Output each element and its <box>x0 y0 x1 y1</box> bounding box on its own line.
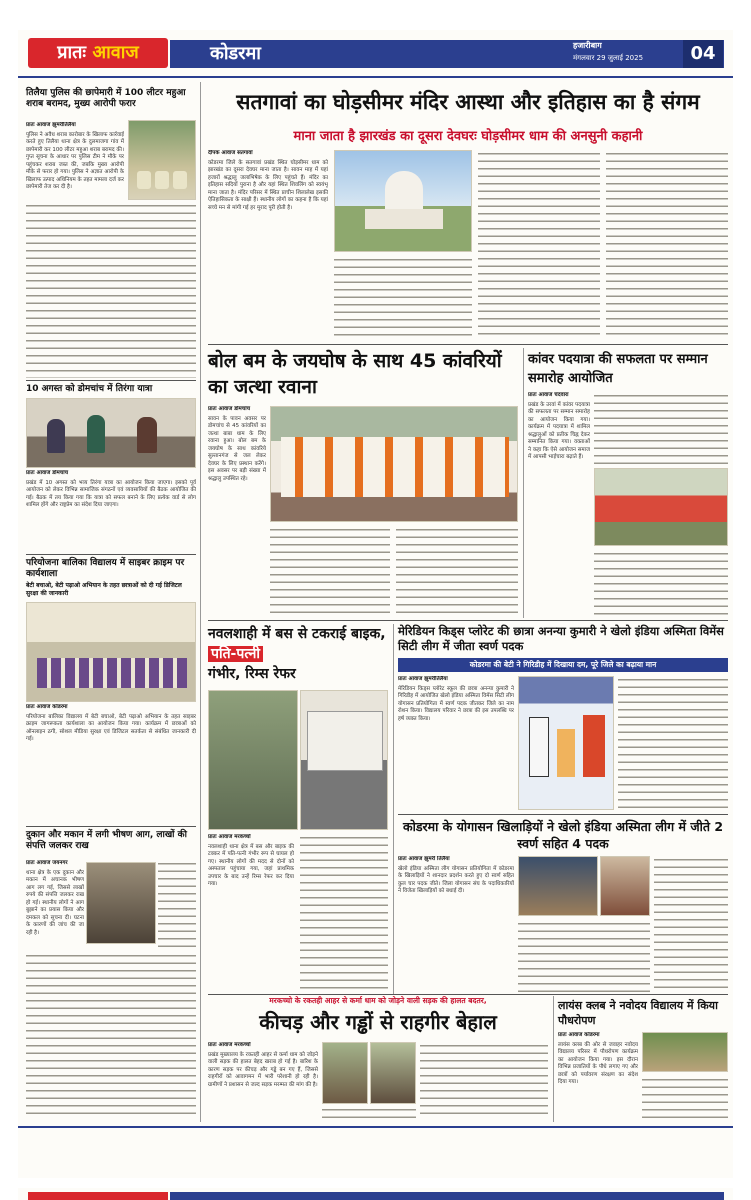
lions-body-2 <box>642 1076 728 1120</box>
bolbam-body-2 <box>270 526 390 616</box>
fire-photo <box>86 862 156 944</box>
header-rule <box>18 76 733 78</box>
road-body-2 <box>322 1106 416 1120</box>
story-rule <box>26 554 196 555</box>
bus-body: प्रातः आवाज मरकच्चो नवलशाही थाना क्षेत्र में बस और बाइक की टक्कर में पति-पत्नी गंभीर रूप से घायल हो गए। स्थानीय लोगों की मदद से दोनों को अस्पताल पहुंचाया गया, जहां प्राथमिक उपचार के बाद उन्हें रिम्स रेफर कर दिया गया। <box>208 834 294 887</box>
bolbam-photo <box>270 406 518 522</box>
bolbam-body: प्रातः आवाज डोमचांच सावन के पावन अवसर पर डोमचांच से 45 कांवरियों का जत्था बाबा धाम के लिए रवाना हुआ। बोल बम के जयघोष के साथ कांवरिये सुल्तानगंज से जल लेकर देवघर के लिए प्रस्थान करेंगे। इस अवसर पर बड़ी संख्या में श्रद्धालु उपस्थित रहे। <box>208 406 266 482</box>
kanwariya-group-shape <box>281 437 509 497</box>
cyber-photo <box>26 602 196 702</box>
ananya-headline: मेरिडियन किड्स प्लोरेट की छात्रा अनन्या कुमारी ने खेलो इंडिया अस्मिता विमेंस सिटी लीग में जीता स्वर्ण पदक <box>398 624 724 653</box>
bus-photo-1 <box>208 690 298 830</box>
road-headline: कीचड़ और गड्ढों से राहगीर बेहाल <box>259 1010 497 1034</box>
satgawan-body-4 <box>606 150 728 340</box>
next-page-logo-strip <box>28 1192 168 1200</box>
tilaiya-body-bottom <box>26 202 196 378</box>
jerrycan-shape <box>155 171 169 189</box>
bolbam-body-3 <box>396 526 518 616</box>
tilaiya-headline: तिलैया पुलिस की छापेमारी में 100 लीटर महुआ शराब बरामद, मुख्य आरोपी फरार <box>26 88 186 109</box>
cyber-headline: परियोजना बालिका विद्यालय में साइबर क्राइम पर कार्यशाला <box>26 558 185 579</box>
satgawan-body-2 <box>334 256 472 340</box>
story-rule <box>208 620 728 621</box>
bus-headline-highlight: पति-पत्नी <box>208 646 263 662</box>
kanwar-headline: कांवर पदयात्रा की सफलता पर सम्मान समारोह आयोजित <box>528 352 708 386</box>
fire-body: प्रातः आवाज जयनगर थाना क्षेत्र के एक दुकान और मकान में अचानक भीषण आग लग गई, जिससे लाखों रुपये की संपत्ति जलकर राख हो गई। स्थानीय लोगों ने आग बुझाने का प्रयास किया और दमकल को सूचना दी। घटना के कारणों की जांच की जा रही है। <box>26 860 84 936</box>
kanwar-body: प्रातः आवाज चंदवारा प्रखंड के उरवां में कांवर पदयात्रा की सफलता पर सम्मान समारोह का आयोजन किया गया। कार्यक्रम में पदयात्रा में शामिल श्रद्धालुओं को प्रतीक चिह्न देकर सम्मानित किया गया। वक्ताओं ने कहा कि ऐसे आयोजन समाज में आपसी भाईचारा बढ़ाते हैं। <box>528 392 590 460</box>
person-shape <box>87 415 105 453</box>
fire-headline: दुकान और मकान में लगी भीषण आग, लाखों की संपत्ति जलकर राख <box>26 830 187 851</box>
column-divider <box>523 348 524 618</box>
bus-photo-2 <box>300 690 388 830</box>
ananya-body-2 <box>618 676 728 810</box>
road-body-3 <box>420 1042 548 1120</box>
story-rule <box>208 344 728 345</box>
column-divider <box>553 996 554 1122</box>
satgawan-body-3 <box>478 150 600 340</box>
bus-headline: नवलशाही में बस से टकराई बाइक, पति-पत्नी गंभीर, रिम्स रेफर <box>208 626 386 682</box>
lions-body: प्रातः आवाज कोडरमा लायंस क्लब की ओर से जवाहर नवोदय विद्यालय परिसर में पौधरोपण कार्यक्रम का आयोजन किया गया। इस दौरान विभिन्न प्रजातियों के पौधे लगाए गए और छात्रों को पर्यावरण संरक्षण का संदेश दिया गया। <box>558 1032 638 1085</box>
fire-body-cont <box>26 952 196 1117</box>
kanwar-photo <box>594 468 728 546</box>
newspaper-page <box>18 30 733 1178</box>
satgawan-subhead: माना जाता है झारखंड का दूसरा देवघरः घोड़सीमर धाम की अनसुनी कहानी <box>293 129 643 144</box>
person-shape <box>47 419 65 453</box>
kanwar-body-3 <box>594 550 728 616</box>
jerrycan-shape <box>173 171 187 189</box>
yoga-headline: कोडरमा के योगासन खिलाड़ियों ने खेलो इंडिया अस्मिता लीग में जीते 2 स्वर्ण सहित 4 पदक <box>402 819 724 851</box>
newspaper-logo: प्रातः आवाज <box>28 38 168 68</box>
fire-body-col <box>158 860 196 950</box>
cyber-body: प्रातः आवाज कोडरमा परियोजना बालिका विद्यालय में बेटी बचाओ, बेटी पढ़ाओ अभियान के तहत साइबर क्राइम जागरूकता कार्यशाला का आयोजन किया गया। कार्यक्रम में छात्राओं को ऑनलाइन ठगी, सोशल मीडिया सुरक्षा एवं डिजिटल सतर्कता से संबंधित जानकारी दी गई। <box>26 704 196 742</box>
story-rule <box>398 814 728 815</box>
tiranga-body: प्रातः आवाज डोमचांच प्रखंड में 10 अगस्त को भव्य तिरंगा यात्रा का आयोजन किया जाएगा। इसको पूर्व आयोजन को लेकर विभिन्न सामाजिक संगठनों एवं व्यवसायियों की बैठक आयोजित की गई। बैठक में तय किया गया कि यात्रा को सफल बनाने के लिए प्रत्येक वार्ड से लोग शामिल होंगे और राष्ट्रप्रेम का संदेश दिया जाएगा। <box>26 470 196 508</box>
satgawan-headline: सतगावां का घोड़सीमर मंदिर आस्था और इतिहास का है संगम <box>236 90 700 114</box>
bus-body-2 <box>300 834 388 990</box>
lions-photo <box>642 1032 728 1072</box>
satgawan-temple-photo <box>334 150 472 252</box>
ananya-photo <box>518 676 614 810</box>
story-rule <box>208 994 728 995</box>
bolbam-headline: बोल बम के जयघोष के साथ 45 कांवरियों का जत्था रवाना <box>208 350 502 398</box>
person-shape <box>529 717 549 777</box>
next-page-peek <box>18 1188 733 1200</box>
story-rule <box>26 380 196 381</box>
bus-shape <box>307 711 383 771</box>
edition-name: हजारीबाग <box>573 41 602 50</box>
issue-date: मंगलवार 29 जुलाई 2025 <box>573 54 644 62</box>
yoga-body-2 <box>518 920 650 992</box>
yoga-body-3 <box>654 856 728 992</box>
tilaiya-body-top: प्रातः आवाज झुमरीतिलैया पुलिस ने अवैध शराब कारोबार के खिलाफ कार्रवाई करते हुए तिलैया थाना क्षेत्र के दुलमाजगा गांव में छापेमारी कर 100 लीटर महुआ शराब बरामद की। गुप्त सूचना के आधार पर पुलिस टीम ने मौके पर पहुंचकर शराब जब्त की, जबकि मुख्य आरोपी मौके से फरार हो गया। पुलिस ने अज्ञात आरोपी के खिलाफ उत्पाद अधिनियम के तहत मामला दर्ज कर छापेमारी तेज कर दी है। <box>26 122 124 190</box>
road-photo-2 <box>370 1042 416 1104</box>
students-shape <box>37 658 187 688</box>
lions-headline: लायंस क्लब ने नवोदय विद्यालय में किया पौधरोपण <box>558 999 718 1027</box>
tiranga-photo <box>26 398 196 468</box>
column-divider <box>393 624 394 994</box>
page-number: 04 <box>683 40 723 68</box>
jerrycan-shape <box>137 171 151 189</box>
temple-base-shape <box>365 209 443 229</box>
tilaiya-photo <box>128 120 196 200</box>
person-shape <box>557 729 575 777</box>
ananya-body: प्रातः आवाज झुमरीतिलैया मेरिडियन किड्स प्लोरेट स्कूल की छात्रा अनन्या कुमारी ने गिरिडीह में आयोजित खेलो इंडिया अस्मिता विमेंस सिटी लीग योगासन प्रतियोगिता में स्वर्ण पदक जीतकर जिले का नाम रोशन किया। विद्यालय परिवार ने छात्रा की इस उपलब्धि पर हर्ष व्यक्त किया। <box>398 676 514 722</box>
column-divider <box>200 82 201 1122</box>
footer-rule <box>18 1126 733 1128</box>
kanwar-body-2 <box>594 392 728 466</box>
cyber-bullet: बेटी बचाओ, बेटी पढ़ाओ अभियान के तहत छात्राओं को दी गई डिजिटल सुरक्षा की जानकारी <box>26 582 182 597</box>
story-rule <box>26 826 196 827</box>
next-page-section-strip <box>170 1192 724 1200</box>
yoga-body: प्रातः आवाज झुमरी तिलैया खेलो इंडिया अस्मिता लीग योगासन प्रतियोगिता में कोडरमा के खिलाड़ियों ने शानदार प्रदर्शन करते हुए दो स्वर्ण सहित कुल चार पदक जीते। जिला योगासन संघ के पदाधिकारियों ने विजेता खिलाड़ियों को बधाई दी। <box>398 856 514 894</box>
yoga-photo-1 <box>518 856 598 916</box>
road-kicker: मरकच्चो के रकतही आहर से कर्मा धाम को जोड़ने वाली सड़क की हालत बदतर, <box>269 996 487 1005</box>
section-title: कोडरमा <box>170 40 564 68</box>
tiranga-headline: 10 अगस्त को डोमचांच में तिरंगा यात्रा <box>26 384 153 394</box>
road-photo-1 <box>322 1042 368 1104</box>
person-shape <box>137 417 157 453</box>
yoga-photo-2 <box>600 856 650 916</box>
satgawan-body: दीपक आवाज सतगावां कोडरमा जिले के सतगावां प्रखंड स्थित घोड़सीमर धाम को झारखंड का दूसरा देवघर माना जाता है। सावन माह में यहां हजारों श्रद्धालु जलाभिषेक के लिए पहुंचते हैं। मंदिर का इतिहास सदियों पुराना है और यहां स्थित शिवलिंग को स्वयंभू माना जाता है। मंदिर परिसर में स्थित प्राचीन शिलालेख इसकी ऐतिहासिकता के साक्षी हैं। स्थानीय लोगों का कहना है कि यहां सच्चे मन से मांगी गई हर मुराद पूरी होती है। <box>208 150 328 211</box>
road-body: प्रातः आवाज मरकच्चो प्रखंड मुख्यालय के रकतही आहर से कर्मा धाम को जोड़ने वाली सड़क की हालत बेहद खराब हो गई है। बारिश के कारण सड़क पर कीचड़ और गड्ढे बन गए हैं, जिससे राहगीरों को आवागमन में भारी परेशानी हो रही है। ग्रामीणों ने प्रशासन से जल्द सड़क मरम्मत की मांग की है। <box>208 1042 318 1088</box>
ananya-kicker: कोडरमा की बेटी ने गिरिडीह में दिखाया दम, पूरे जिले का बढ़ाया मान <box>398 658 728 672</box>
person-shape <box>583 715 605 777</box>
page-header <box>18 30 733 88</box>
